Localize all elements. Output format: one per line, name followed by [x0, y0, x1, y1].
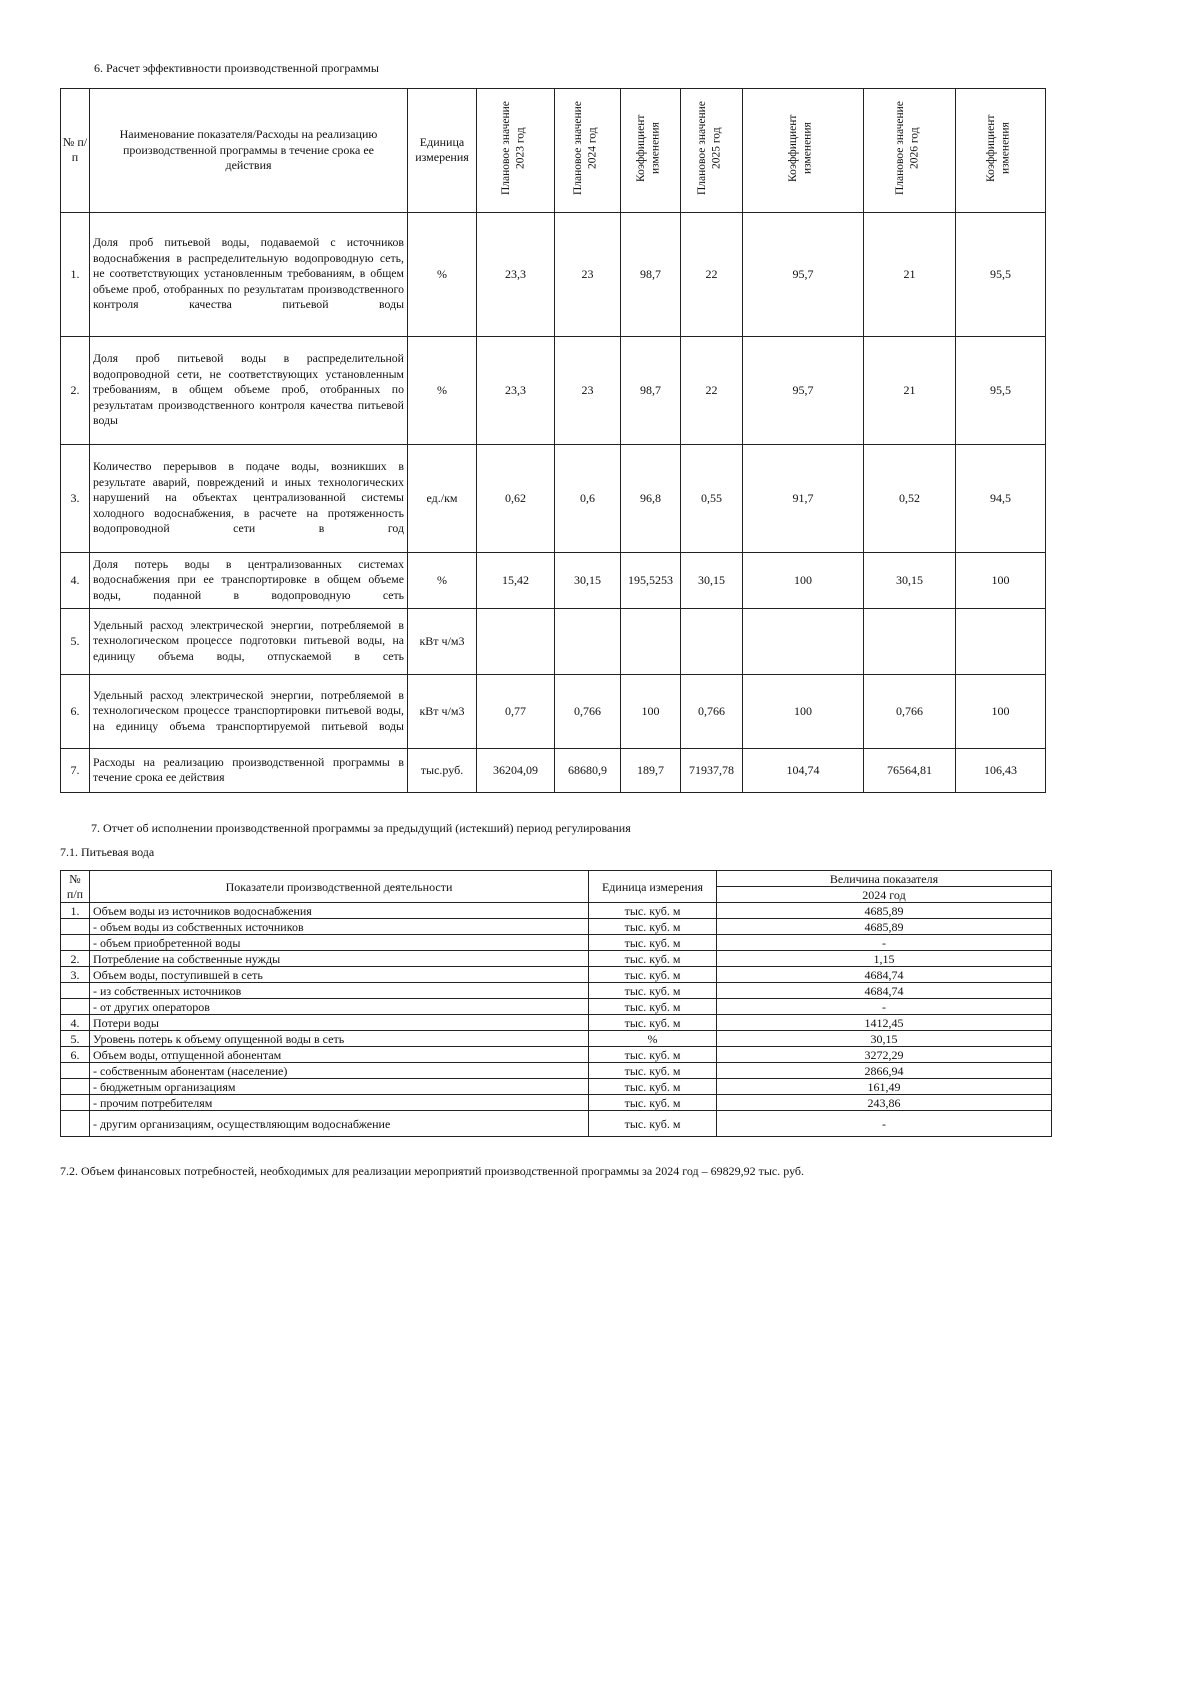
row-c1: 195,5253 [621, 552, 681, 608]
row-num: 3. [61, 967, 90, 983]
row-c1 [621, 608, 681, 674]
section-7-2-footer: 7.2. Объем финансовых потребностей, необходимых для реализации мероприятий производственной программы за 2024 год – 69829,92 тыс. руб. [60, 1164, 805, 1178]
row-v2023: 0,77 [477, 674, 555, 748]
table-row [61, 212, 1046, 336]
row-c1: 100 [621, 674, 681, 748]
row-c2 [743, 608, 864, 674]
header-plan-2024 [555, 89, 621, 213]
row-num: 2. [61, 951, 90, 967]
table-header-row [61, 871, 1052, 887]
row-name: Количество перерывов в подаче воды, возникших в результате аварий, повреждений и иных технологических нарушений на объектах централизованной системы холодного водоснабжения, в расчете на протяженность водопроводной сети в год [90, 444, 408, 552]
row-unit: тыс. куб. м [589, 1095, 717, 1111]
table-row [61, 608, 1046, 674]
row-unit: % [408, 212, 477, 336]
row-c3: 106,43 [956, 748, 1046, 792]
row-v2024 [555, 608, 621, 674]
row-name: Доля потерь воды в централизованных системах водоснабжения при ее транспортировке в общем объеме воды, поданной в водопроводную сеть [90, 552, 408, 608]
row-v2024: 0,6 [555, 444, 621, 552]
row-num: 5. [61, 608, 90, 674]
row-num: 5. [61, 1031, 90, 1047]
table-row [61, 1063, 1052, 1079]
row-value: 4685,89 [717, 919, 1052, 935]
header-plan-2026 [864, 89, 956, 213]
row-label: - объем воды из собственных источников [90, 919, 589, 935]
table-row [61, 983, 1052, 999]
row-v2025: 22 [681, 336, 743, 444]
row-num: 7. [61, 748, 90, 792]
efficiency-table [60, 88, 1046, 793]
table-row [61, 1031, 1052, 1047]
row-c3: 95,5 [956, 336, 1046, 444]
row-name: Расходы на реализацию производственной программы в течение срока ее действия [90, 748, 408, 792]
header-plan-2023-label: Плановое значение 2023 год [499, 101, 526, 195]
table-row [61, 967, 1052, 983]
header-unit: Единица измерения [408, 89, 477, 213]
row-num: 4. [61, 552, 90, 608]
row-v2023: 23,3 [477, 336, 555, 444]
row-c3: 94,5 [956, 444, 1046, 552]
row-num [61, 983, 90, 999]
table-row [61, 1047, 1052, 1063]
row-c3: 100 [956, 552, 1046, 608]
header-coef-2 [743, 89, 864, 213]
row-num: 1. [61, 903, 90, 919]
row-label: Потери воды [90, 1015, 589, 1031]
row-num: 2. [61, 336, 90, 444]
row-v2025 [681, 608, 743, 674]
row-unit: тыс. куб. м [589, 999, 717, 1015]
table-row [61, 444, 1046, 552]
row-label: Объем воды из источников водоснабжения [90, 903, 589, 919]
row-c3: 100 [956, 674, 1046, 748]
header-plan-2024-label: Плановое значение 2024 год [571, 101, 598, 195]
header-plan-2026-label: Плановое значение 2026 год [893, 101, 920, 195]
row-unit: ед./км [408, 444, 477, 552]
row-value: 3272,29 [717, 1047, 1052, 1063]
header-plan-2025 [681, 89, 743, 213]
row-c2: 91,7 [743, 444, 864, 552]
report-table [60, 870, 1052, 1137]
row-num [61, 999, 90, 1015]
row-c2: 95,7 [743, 336, 864, 444]
row-num [61, 1079, 90, 1095]
row-label: Потребление на собственные нужды [90, 951, 589, 967]
row-name: Доля проб питьевой воды, подаваемой с источников водоснабжения в распределительную водопроводную сеть, не соответствующих установленным требованиям, в общем объеме проб, отобранных по результатам производственного контроля качества питьевой воды [90, 212, 408, 336]
table-row [61, 903, 1052, 919]
row-c1: 96,8 [621, 444, 681, 552]
row-v2026: 0,766 [864, 674, 956, 748]
row-v2024: 0,766 [555, 674, 621, 748]
table-row [61, 951, 1052, 967]
row-v2025: 22 [681, 212, 743, 336]
row-num [61, 919, 90, 935]
row-unit: тыс. куб. м [589, 1079, 717, 1095]
row-value: 4684,74 [717, 983, 1052, 999]
row-unit: тыс. куб. м [589, 951, 717, 967]
header-name: Наименование показателя/Расходы на реализацию производственной программы в течение срока ее действия [90, 89, 408, 213]
table-row [61, 1015, 1052, 1031]
row-label: Объем воды, поступившей в сеть [90, 967, 589, 983]
row-v2025: 71937,78 [681, 748, 743, 792]
row-value: - [717, 999, 1052, 1015]
row-v2026: 0,52 [864, 444, 956, 552]
row-num [61, 935, 90, 951]
row-v2026: 76564,81 [864, 748, 956, 792]
row-unit: кВт ч/м3 [408, 608, 477, 674]
table-row [61, 919, 1052, 935]
row-v2026 [864, 608, 956, 674]
row-label: - собственным абонентам (население) [90, 1063, 589, 1079]
row-v2026: 21 [864, 336, 956, 444]
row-c1: 98,7 [621, 212, 681, 336]
row-unit: тыс. куб. м [589, 903, 717, 919]
header-indicator: Показатели производственной деятельности [90, 871, 589, 903]
row-value: - [717, 1111, 1052, 1137]
row-value: 4685,89 [717, 903, 1052, 919]
table-row [61, 1095, 1052, 1111]
row-v2023: 0,62 [477, 444, 555, 552]
row-unit: кВт ч/м3 [408, 674, 477, 748]
header-coef-3 [956, 89, 1046, 213]
row-v2025: 30,15 [681, 552, 743, 608]
table-row [61, 935, 1052, 951]
table-row [61, 1111, 1052, 1137]
row-v2023: 15,42 [477, 552, 555, 608]
row-value: 243,86 [717, 1095, 1052, 1111]
row-value: 161,49 [717, 1079, 1052, 1095]
header-num: № п/п [61, 89, 90, 213]
row-label: - прочим потребителям [90, 1095, 589, 1111]
row-v2025: 0,766 [681, 674, 743, 748]
row-num: 6. [61, 674, 90, 748]
header-coef-1 [621, 89, 681, 213]
row-value: 1412,45 [717, 1015, 1052, 1031]
header-year: 2024 год [717, 887, 1052, 903]
section-7-title: 7. Отчет об исполнении производственной программы за предыдущий (истекший) период регулирования [91, 821, 631, 835]
row-unit: тыс. куб. м [589, 983, 717, 999]
row-label: - объем приобретенной воды [90, 935, 589, 951]
row-name: Удельный расход электрической энергии, потребляемой в технологическом процессе транспортировки питьевой воды, на единицу объема транспортируемой питьевой воды [90, 674, 408, 748]
row-unit: % [408, 336, 477, 444]
table-header-row [61, 89, 1046, 213]
row-num [61, 1095, 90, 1111]
row-c3: 95,5 [956, 212, 1046, 336]
row-value: - [717, 935, 1052, 951]
row-num [61, 1111, 90, 1137]
row-c2: 100 [743, 552, 864, 608]
row-label: - из собственных источников [90, 983, 589, 999]
row-c3 [956, 608, 1046, 674]
row-unit: тыс. куб. м [589, 1063, 717, 1079]
row-v2023 [477, 608, 555, 674]
table-row [61, 1079, 1052, 1095]
row-v2024: 23 [555, 212, 621, 336]
row-c1: 98,7 [621, 336, 681, 444]
row-c2: 104,74 [743, 748, 864, 792]
row-value: 4684,74 [717, 967, 1052, 983]
row-num: 3. [61, 444, 90, 552]
row-name: Доля проб питьевой воды в распределительной водопроводной сети, не соответствующих установленным требованиям, в общем объеме проб, отобранных по результатам производственного контроля качества питьевой воды [90, 336, 408, 444]
section-7-1-subtitle: 7.1. Питьевая вода [60, 845, 155, 859]
row-value: 1,15 [717, 951, 1052, 967]
row-value: 30,15 [717, 1031, 1052, 1047]
row-v2024: 68680,9 [555, 748, 621, 792]
row-v2023: 36204,09 [477, 748, 555, 792]
row-label: - другим организациям, осуществляющим водоснабжение [90, 1111, 589, 1137]
row-v2024: 30,15 [555, 552, 621, 608]
header-coef-2-label: Коэффициент изменения [787, 114, 814, 182]
header-coef-1-label: Коэффициент изменения [634, 114, 661, 182]
row-unit: % [408, 552, 477, 608]
row-label: - от других операторов [90, 999, 589, 1015]
table-row [61, 336, 1046, 444]
row-v2023: 23,3 [477, 212, 555, 336]
table-row [61, 674, 1046, 748]
header-num-top: № [61, 871, 90, 887]
row-c1: 189,7 [621, 748, 681, 792]
section-6-title: 6. Расчет эффективности производственной программы [94, 61, 379, 75]
row-unit: тыс. куб. м [589, 935, 717, 951]
row-value: 2866,94 [717, 1063, 1052, 1079]
row-c2: 100 [743, 674, 864, 748]
table-row [61, 748, 1046, 792]
table-row [61, 999, 1052, 1015]
row-v2025: 0,55 [681, 444, 743, 552]
row-unit: % [589, 1031, 717, 1047]
row-name: Удельный расход электрической энергии, потребляемой в технологическом процессе подготовки питьевой воды, на единицу объема воды, отпускаемой в сеть [90, 608, 408, 674]
row-num [61, 1063, 90, 1079]
row-num: 6. [61, 1047, 90, 1063]
row-num: 4. [61, 1015, 90, 1031]
row-num: 1. [61, 212, 90, 336]
row-unit: тыс. куб. м [589, 1111, 717, 1137]
header-plan-2023 [477, 89, 555, 213]
table-row [61, 552, 1046, 608]
row-v2024: 23 [555, 336, 621, 444]
row-unit: тыс.руб. [408, 748, 477, 792]
row-c2: 95,7 [743, 212, 864, 336]
row-v2026: 30,15 [864, 552, 956, 608]
header-coef-3-label: Коэффициент изменения [984, 114, 1011, 182]
header-unit: Единица измерения [589, 871, 717, 903]
row-unit: тыс. куб. м [589, 1047, 717, 1063]
header-value: Величина показателя [717, 871, 1052, 887]
row-v2026: 21 [864, 212, 956, 336]
header-plan-2025-label: Плановое значение 2025 год [695, 101, 722, 195]
row-label: - бюджетным организациям [90, 1079, 589, 1095]
row-unit: тыс. куб. м [589, 967, 717, 983]
row-unit: тыс. куб. м [589, 1015, 717, 1031]
row-label: Уровень потерь к объему опущенной воды в сеть [90, 1031, 589, 1047]
row-unit: тыс. куб. м [589, 919, 717, 935]
row-label: Объем воды, отпущенной абонентам [90, 1047, 589, 1063]
header-num-bottom: п/п [61, 887, 90, 903]
